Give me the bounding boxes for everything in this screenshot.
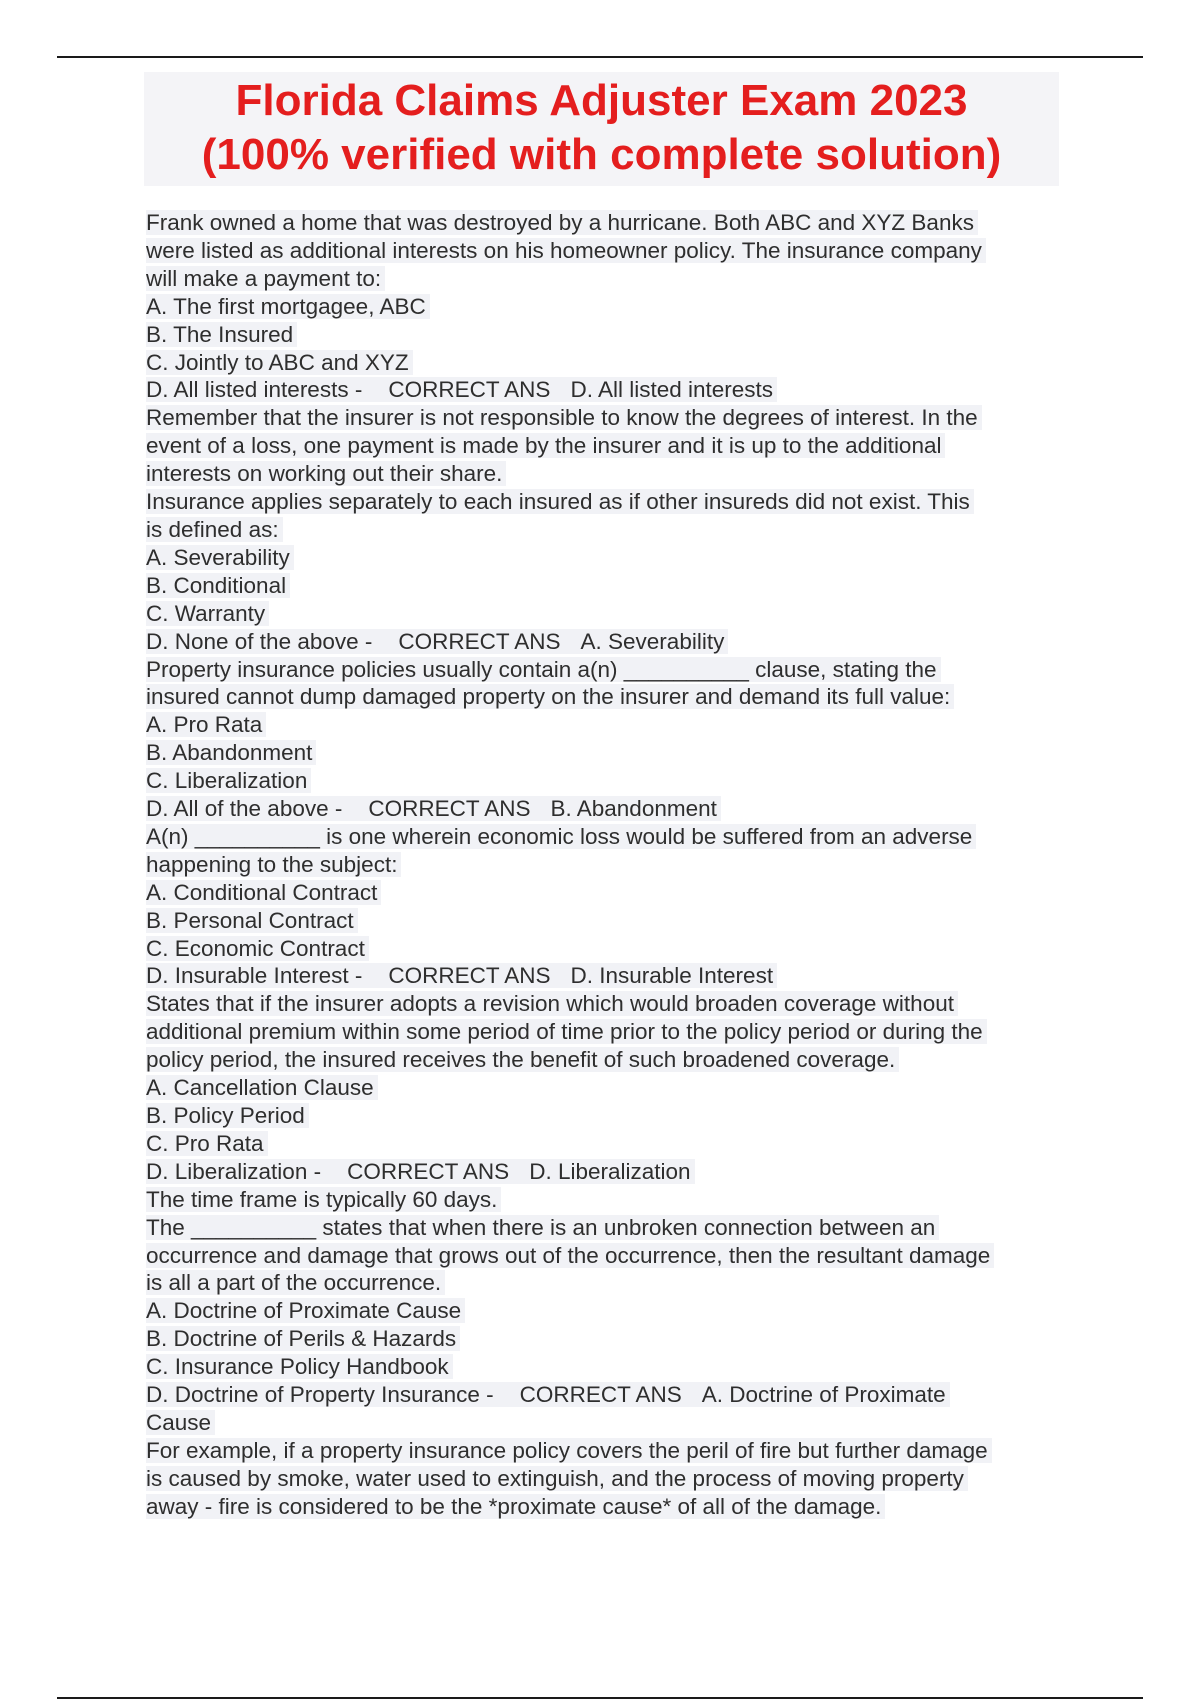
question-stem: Frank owned a home that was destroyed by a hurricane. Both ABC and XYZ Banks <box>146 210 978 235</box>
question-stem-line <box>146 1269 1066 1297</box>
top-rule <box>57 56 1143 58</box>
answer-option: C. Pro Rata <box>146 1131 268 1156</box>
answer-option: C. Liberalization <box>146 768 311 793</box>
answer-option: A. Pro Rata <box>146 712 266 737</box>
correct-answer-line <box>146 1158 1066 1186</box>
document-title <box>144 72 1059 186</box>
question-stem-line <box>146 265 1066 293</box>
question-stem-line <box>146 209 1066 237</box>
answer-option-line <box>146 935 1066 963</box>
answer-option-line <box>146 349 1066 377</box>
correct-ans-label: CORRECT ANS <box>398 628 561 654</box>
correct-answer-line <box>146 376 1066 404</box>
title-line-2: (100% verified with complete solution) <box>201 130 1002 179</box>
question-stem: Insurance applies separately to each insured as if other insureds did not exist. This <box>146 489 974 514</box>
answer-option: B. Conditional <box>146 573 290 598</box>
question-stem-line <box>146 683 1066 711</box>
answer-option: D. All of the above - <box>146 796 343 822</box>
question-stem-line <box>146 851 1066 879</box>
answer-option: B. The Insured <box>146 322 297 347</box>
correct-answer-continued-line <box>146 1409 1066 1437</box>
answer-option-line <box>146 1325 1066 1353</box>
explanation: The time frame is typically 60 days. <box>146 1187 501 1212</box>
answer-option-line <box>146 739 1066 767</box>
correct-answer-highlight <box>146 377 777 402</box>
question-stem: occurrence and damage that grows out of the occurrence, then the resultant damage <box>146 1243 994 1268</box>
correct-answer-line <box>146 628 1066 656</box>
correct-ans-label: CORRECT ANS <box>347 1158 510 1184</box>
correct-answer: D. All listed interests <box>570 377 774 403</box>
answer-option: A. Cancellation Clause <box>146 1075 378 1100</box>
question-block <box>146 488 1066 655</box>
correct-ans-label: CORRECT ANS <box>368 796 531 822</box>
answer-option: D. Doctrine of Property Insurance - <box>146 1382 494 1408</box>
correct-ans-label: CORRECT ANS <box>519 1382 682 1408</box>
question-stem: insured cannot dump damaged property on the insurer and demand its full value: <box>146 684 954 709</box>
answer-option-line <box>146 293 1066 321</box>
question-stem: happening to the subject: <box>146 852 401 877</box>
correct-answer: A. Doctrine of Proximate <box>701 1382 946 1408</box>
answer-option-line <box>146 572 1066 600</box>
answer-option: C. Jointly to ABC and XYZ <box>146 350 413 375</box>
question-stem-line <box>146 516 1066 544</box>
question-stem-line <box>146 488 1066 516</box>
question-stem: Property insurance policies usually contain a(n) __________ clause, stating the <box>146 657 941 682</box>
answer-option-line <box>146 1353 1066 1381</box>
answer-option: D. None of the above - <box>146 628 373 654</box>
answer-option: B. Personal Contract <box>146 908 358 933</box>
question-stem: is all a part of the occurrence. <box>146 1270 445 1295</box>
correct-answer-highlight <box>146 1159 695 1184</box>
answer-option: D. Insurable Interest - <box>146 963 363 989</box>
question-stem: is defined as: <box>146 517 283 542</box>
answer-option-line <box>146 544 1066 572</box>
correct-answer-continued: Cause <box>146 1410 215 1435</box>
bottom-rule <box>57 1697 1143 1699</box>
explanation: Remember that the insurer is not responsible to know the degrees of interest. In the <box>146 405 982 430</box>
question-stem-line <box>146 823 1066 851</box>
explanation: away - fire is considered to be the *proximate cause* of all of the damage. <box>146 1494 885 1519</box>
correct-answer-line <box>146 1381 1066 1409</box>
question-block <box>146 209 1066 488</box>
answer-option-line <box>146 711 1066 739</box>
answer-option-line <box>146 1102 1066 1130</box>
correct-answer-highlight <box>146 963 777 988</box>
correct-answer-highlight <box>146 1382 950 1407</box>
explanation-line <box>146 432 1066 460</box>
question-block <box>146 990 1066 1213</box>
answer-option: B. Policy Period <box>146 1103 309 1128</box>
explanation: event of a loss, one payment is made by the insurer and it is up to the additional <box>146 433 945 458</box>
question-stem-line <box>146 1018 1066 1046</box>
explanation: is caused by smoke, water used to extinguish, and the process of moving property <box>146 1466 968 1491</box>
answer-option: D. Liberalization - <box>146 1158 322 1184</box>
answer-option-line <box>146 600 1066 628</box>
correct-answer-highlight <box>146 796 721 821</box>
correct-answer: A. Severability <box>580 628 725 654</box>
answer-option: B. Doctrine of Perils & Hazards <box>146 1326 460 1351</box>
question-stem-line <box>146 990 1066 1018</box>
correct-answer: D. Insurable Interest <box>570 963 774 989</box>
correct-answer-highlight <box>146 629 728 654</box>
explanation-line <box>146 1465 1066 1493</box>
answer-option-line <box>146 1130 1066 1158</box>
question-stem: additional premium within some period of time prior to the policy period or during the <box>146 1019 987 1044</box>
correct-answer: B. Abandonment <box>550 796 717 822</box>
answer-option: D. All listed interests - <box>146 377 363 403</box>
explanation-line <box>146 1493 1066 1521</box>
explanation-line <box>146 1186 1066 1214</box>
question-stem: policy period, the insured receives the benefit of such broadened coverage. <box>146 1047 899 1072</box>
answer-option-line <box>146 767 1066 795</box>
answer-option-line <box>146 907 1066 935</box>
correct-answer-line <box>146 795 1066 823</box>
answer-option-line <box>146 1297 1066 1325</box>
question-stem-line <box>146 1046 1066 1074</box>
answer-option-line <box>146 879 1066 907</box>
answer-option: B. Abandonment <box>146 740 316 765</box>
question-stem: A(n) __________ is one wherein economic loss would be suffered from an adverse <box>146 824 976 849</box>
correct-ans-label: CORRECT ANS <box>388 377 551 403</box>
question-stem-line <box>146 1214 1066 1242</box>
explanation: interests on working out their share. <box>146 461 506 486</box>
answer-option: C. Insurance Policy Handbook <box>146 1354 453 1379</box>
question-stem-line <box>146 237 1066 265</box>
question-stem-line <box>146 656 1066 684</box>
answer-option-line <box>146 321 1066 349</box>
explanation: For example, if a property insurance policy covers the peril of fire but further damage <box>146 1438 992 1463</box>
question-block <box>146 656 1066 823</box>
question-stem: will make a payment to: <box>146 266 385 291</box>
answer-option-line <box>146 1074 1066 1102</box>
correct-answer-line <box>146 962 1066 990</box>
explanation-line <box>146 1437 1066 1465</box>
explanation-line <box>146 460 1066 488</box>
question-stem: were listed as additional interests on his homeowner policy. The insurance company <box>146 238 986 263</box>
answer-option: A. Doctrine of Proximate Cause <box>146 1298 465 1323</box>
question-block <box>146 1214 1066 1521</box>
answer-option: C. Economic Contract <box>146 936 369 961</box>
question-stem-line <box>146 1242 1066 1270</box>
question-list <box>146 209 1066 1521</box>
correct-answer: D. Liberalization <box>529 1158 691 1184</box>
answer-option: C. Warranty <box>146 601 269 626</box>
question-stem: States that if the insurer adopts a revision which would broaden coverage without <box>146 991 958 1016</box>
question-block <box>146 823 1066 990</box>
question-stem: The __________ states that when there is an unbroken connection between an <box>146 1215 939 1240</box>
answer-option: A. The first mortgagee, ABC <box>146 294 430 319</box>
correct-ans-label: CORRECT ANS <box>388 963 551 989</box>
answer-option: A. Severability <box>146 545 294 570</box>
answer-option: A. Conditional Contract <box>146 880 381 905</box>
explanation-line <box>146 404 1066 432</box>
title-line-1: Florida Claims Adjuster Exam 2023 <box>235 76 968 125</box>
